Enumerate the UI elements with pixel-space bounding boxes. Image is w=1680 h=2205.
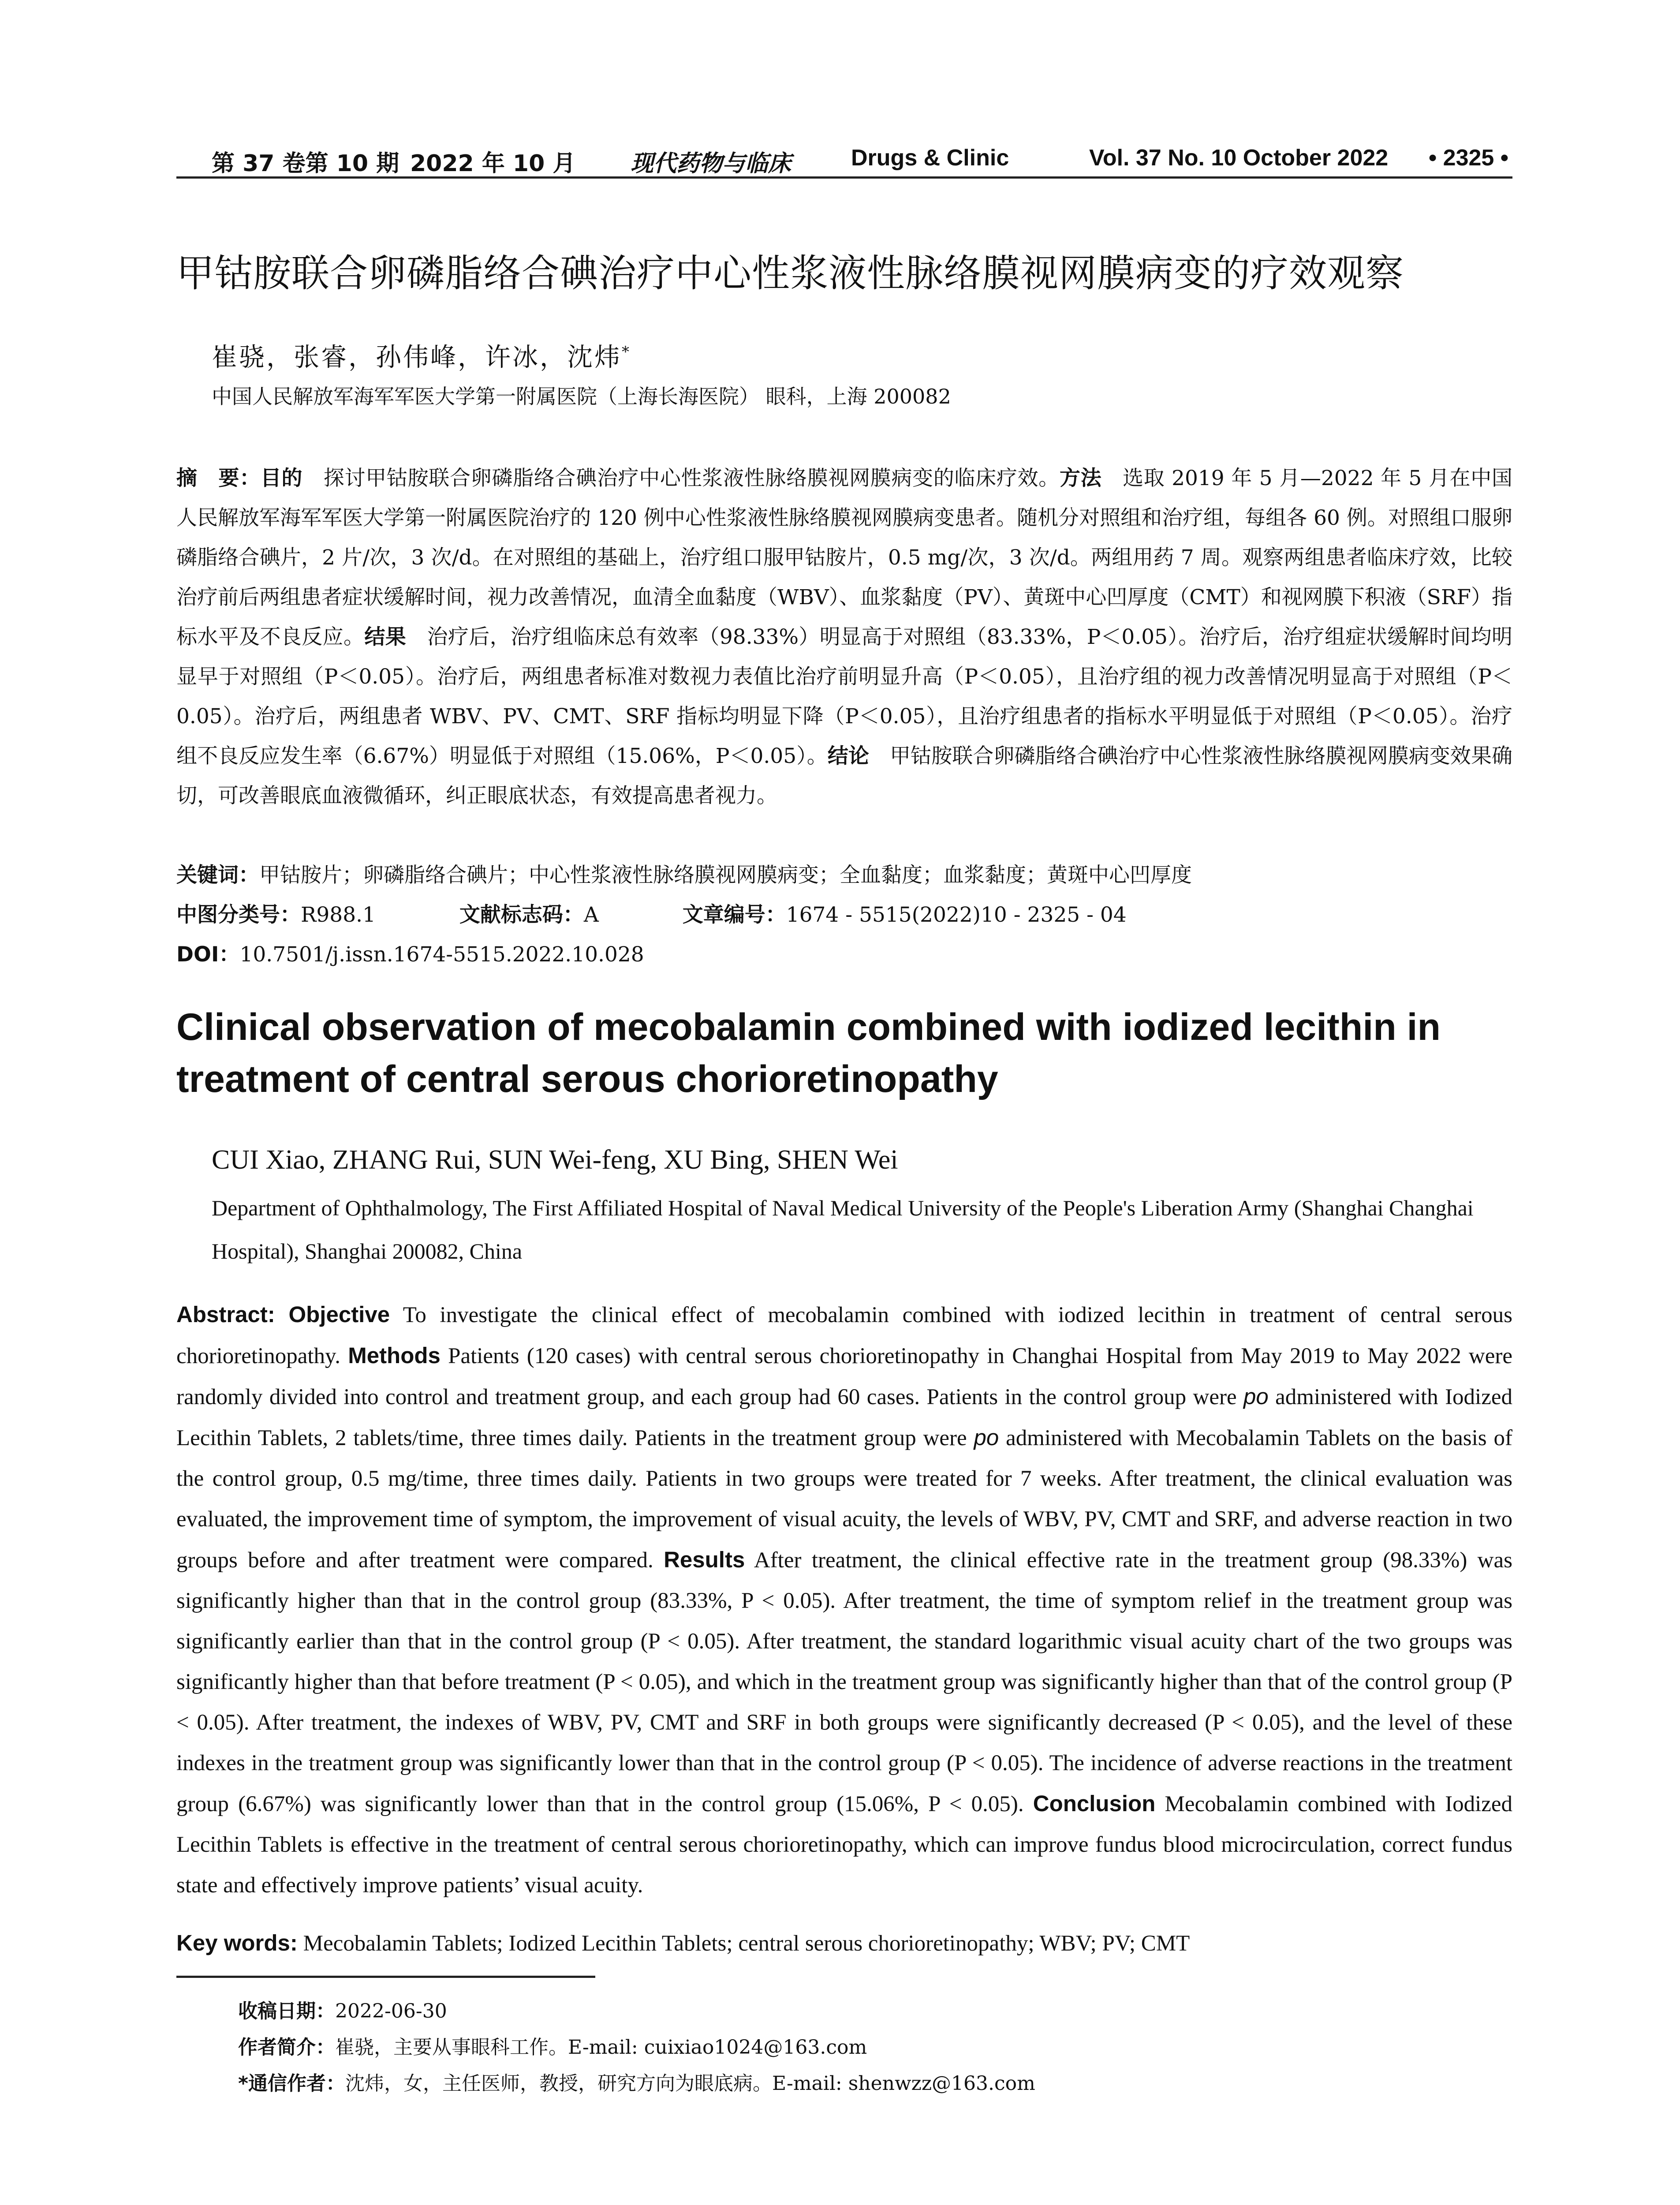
en-conclusion-text: Mecobalamin combined with Iodized Lecithin Tablets is effective in the treatment of central serous chorioretinopathy, which can improve fundus blood microcirculation, correct fundus state and effectively improve patients’ visual acuity. [176,1792,1513,1898]
doc-code-label: 文献标志码： [459,903,584,927]
chinese-authors [212,334,631,374]
clc-value: R988.1 [301,903,376,927]
author-bio: 崔骁，主要从事眼科工作。E-mail: cuixiao1024@163.com [335,2036,867,2059]
cn-keywords-label: 关键词： [176,863,259,887]
en-po-1: po [1243,1384,1269,1409]
cn-keywords-text: 甲钴胺片；卵磷脂络合碘片；中心性浆液性脉络膜视网膜病变；全血黏度；血浆黏度；黄斑中心凹厚度 [259,863,1192,887]
cn-conclusion-label: 结论 [827,744,870,768]
received-date: 2022-06-30 [335,2000,447,2022]
author-bio-label: 作者简介： [238,2036,335,2059]
cn-results-label: 结果 [364,625,407,649]
corresponding-author: 沈炜，女，主任医师，教授，研究方向为眼底病。E-mail: shenwzz@163.com [345,2072,1035,2095]
cn-objective-text: 探讨甲钴胺联合卵磷脂络合碘治疗中心性浆液性脉络膜视网膜病变的临床疗效。 [302,466,1060,490]
english-keywords [176,1923,1190,1964]
header-journal-cn: 现代药物与临床 [631,150,791,177]
header-journal-en: Drugs & Clinic [851,145,1009,171]
en-objective-text: To investigate the clinical effect of mecobalamin combined with iodized lecithin in treatment of central serous chorioretinopathy. [176,1303,1512,1368]
doi-label: DOI： [176,942,240,967]
cn-results-text: 治疗后，治疗组临床总有效率（98.33%）明显高于对照组（83.33%，P＜0.05）。治疗后，治疗组症状缓解时间均明显早于对照组（P＜0.05）。治疗后，两组患者标准对数视力表值比治疗前明显升高（P＜0.05），且治疗组的视力改善情况明显高于对照组（P＜0.05）。治疗后，两组患者 WBV、PV、CMT、SRF 指标均明显下降（P＜0.05），且治疗组患者的指标水平明显低于对照组（P＜0.05）。治疗组不良反应发生率（6.67%）明显低于对照组（15.06%，P＜0.05）。 [176,625,1513,768]
footnote-received [238,1993,1035,2029]
article-no-value: 1674 - 5515(2022)10 - 2325 - 04 [786,903,1127,927]
en-keywords-label: Key words: [176,1930,298,1955]
article-no-label: 文章编号： [682,903,786,927]
clc-label: 中图分类号： [176,903,301,927]
header-volume-cn: 第 37 卷第 10 期 [212,150,399,177]
footnote-author [238,2029,1035,2066]
chinese-abstract [176,459,1512,816]
chinese-author-names: 崔骁，张睿，孙伟峰，许冰，沈炜 [212,342,622,372]
cn-objective-label: 目的 [260,466,303,490]
cn-methods-label: 方法 [1060,466,1102,490]
classification-line [176,895,1512,935]
en-methods-text-a: Patients (120 cases) with central serous chorioretinopathy in Changhai Hospital from May 2019 to May 2022 were randomly divided into control and treatment group, and each group had 60 cases. Patients in the control group were [176,1344,1513,1409]
header-rule [176,176,1512,179]
english-affiliation: Department of Ophthalmology, The First Affiliated Hospital of Naval Medical University of the People's Liberation Army (Shanghai Changhai Hospital), Shanghai 200082, China [212,1196,1474,1263]
received-label: 收稿日期： [238,2000,335,2022]
cn-methods-text: 选取 2019 年 5 月—2022 年 5 月在中国人民解放军海军军医大学第一附属医院治疗的 120 例中心性浆液性脉络膜视网膜病变患者。随机分对照组和治疗组，每组各 60 例。对照组口服卵磷脂络合碘片，2 片/次，3 次/d。在对照组的基础上，治疗组口服甲钴胺片，0.5 mg/次，3 次/d。两组用药 7 周。观察两组患者临床疗效，比较治疗前后两组患者症状缓解时间，视力改善情况，血清全血黏度（WBV）、血浆黏度（PV）、黄斑中心凹厚度（CMT）和视网膜下积液（SRF）指标水平及不良反应。 [176,466,1513,649]
en-results-text: After treatment, the clinical effective rate in the treatment group (98.33%) was significantly higher than that in the control group (83.33%, P < 0.05). After treatment, the time of symptom relief in the treatment group was significantly earlier than that in the control group (P < 0.05). After treatment, the standard logarithmic visual acuity chart of the two groups was significantly higher than that before treatment (P < 0.05), and which in the treatment group was significantly higher than that of the control group (P < 0.05). After treatment, the indexes of WBV, PV, CMT and SRF in both groups were significantly decreased (P < 0.05), and the level of these indexes in the treatment group was significantly lower than that in the control group (P < 0.05). The incidence of adverse reactions in the treatment group (6.67%) was significantly lower than that in the control group (15.06%, P < 0.05). [176,1548,1512,1816]
chinese-title: 甲钴胺联合卵磷脂络合碘治疗中心性浆液性脉络膜视网膜病变的疗效观察 [176,251,1404,295]
doc-code-value: A [583,903,599,927]
english-title: Clinical observation of mecobalamin combined with iodized lecithin in treatment of central serous chorioretinopathy [176,1006,1441,1100]
en-methods-text-c: administered with Mecobalamin Tablets on the basis of the control group, 0.5 mg/time, three times daily. Patients in two groups were treated for 7 weeks. After treatment, the clinical evaluation was evaluated, the improvement time of symptom, the improvement of visual acuity, the levels of WBV, PV, CMT and SRF, and adverse reaction in two groups before and after treatment were compared. [176,1426,1512,1573]
chinese-affiliation: 中国人民解放军海军军医大学第一附属医院（上海长海医院） 眼科，上海 200082 [212,385,951,408]
en-methods-label: Methods [348,1343,441,1368]
header-date-cn: 2022 年 10 月 [410,150,576,177]
cn-conclusion-text: 甲钴胺联合卵磷脂络合碘治疗中心性浆液性脉络膜视网膜病变效果确切，可改善眼底血液微循环，纠正眼底状态，有效提高患者视力。 [176,744,1513,808]
en-methods-text-b: administered with Iodized Lecithin Tablets, 2 tablets/time, three times daily. Patients in the treatment group were [176,1385,1512,1450]
doi-line [176,935,1512,975]
english-authors: CUI Xiao, ZHANG Rui, SUN Wei-feng, XU Bing, SHEN Wei [212,1145,898,1175]
corresponding-mark: * [622,343,631,361]
en-objective-label: Objective [288,1302,390,1327]
footnote-corresponding [238,2066,1035,2102]
footnotes [238,1993,1035,2102]
corresponding-label: *通信作者： [238,2072,346,2095]
footnote-rule [176,1976,595,1978]
doi-value: 10.7501/j.issn.1674-5515.2022.10.028 [239,942,644,967]
english-abstract [176,1294,1512,1906]
en-conclusion-label: Conclusion [1033,1791,1156,1816]
cn-abstract-label: 摘 要： [176,466,261,490]
header-page-number: • 2325 • [1429,145,1508,171]
running-header [176,140,1512,180]
en-po-2: po [974,1425,999,1450]
header-volume-en: Vol. 37 No. 10 October 2022 [1089,145,1389,171]
en-results-label: Results [664,1547,745,1572]
en-abstract-label: Abstract: [176,1302,275,1327]
chinese-keywords [176,856,1512,895]
en-keywords-text: Mecobalamin Tablets; Iodized Lecithin Tablets; central serous chorioretinopathy; WBV; PV; CMT [297,1931,1190,1956]
